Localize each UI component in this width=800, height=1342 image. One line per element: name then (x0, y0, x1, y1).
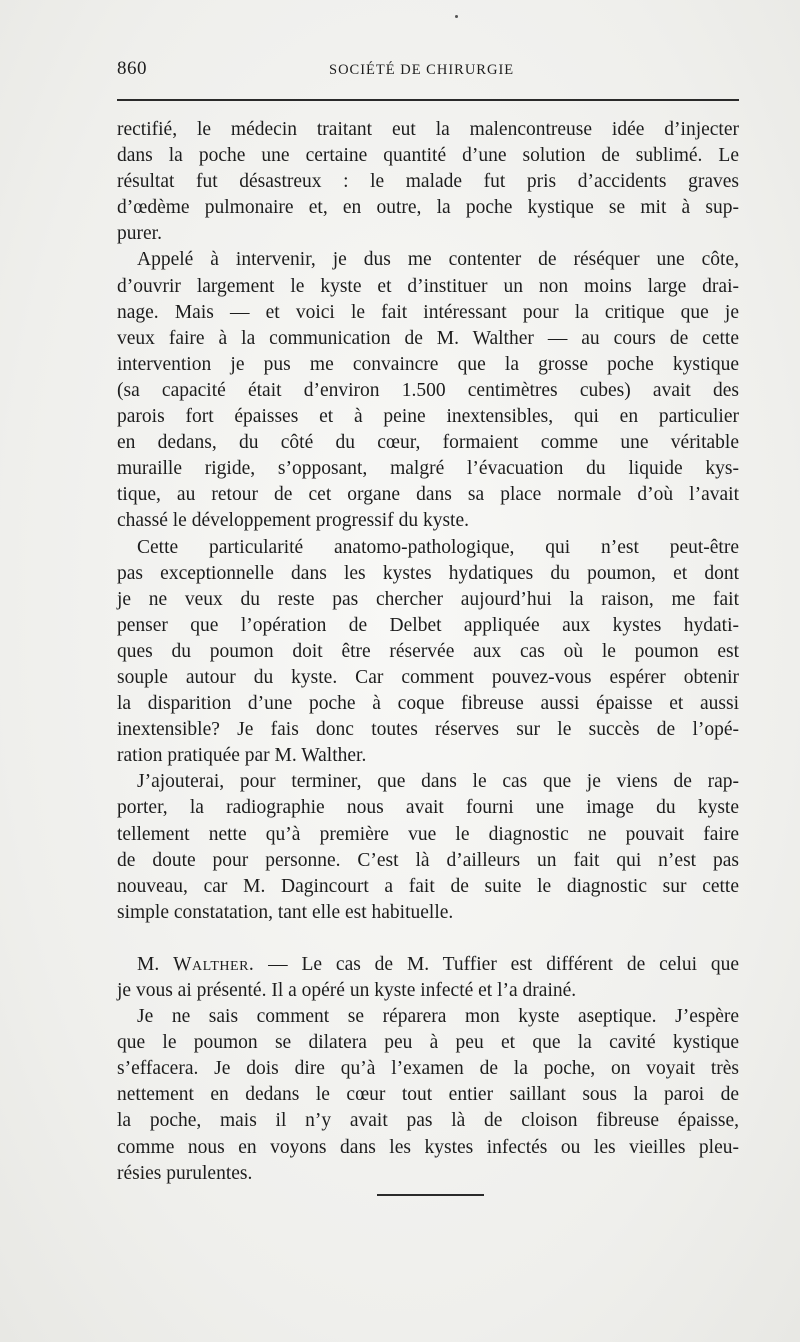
text-line: ration pratiquée par M. Walther. (117, 745, 367, 767)
text-line: la poche, mais il n’y avait pas là de cloison fibreuse épaisse, (117, 1110, 739, 1132)
text-line: je vous ai présenté. Il a opéré un kyste infecté et l’a drainé. (117, 980, 577, 1001)
text-line: résultat fut désastreux : le malade fut pris d’accidents graves (117, 171, 739, 193)
text-line: souple autour du kyste. Car comment pouvez-vous espérer obtenir (117, 666, 739, 688)
text-line: intervention je pus me convaincre que la grosse poche kystique (117, 353, 739, 375)
speaker-line (117, 952, 739, 978)
text-line: Cette particularité anatomo-pathologique, qui n’est peut-être (137, 536, 739, 558)
header-rule (117, 99, 739, 101)
paragraph-1 (117, 117, 739, 247)
text-line: la disparition d’une poche à coque fibreuse aussi épaisse et aussi (117, 693, 739, 715)
paragraph-3 (117, 535, 739, 770)
section-gap (117, 926, 739, 952)
paper-speck (455, 15, 458, 18)
text-line: porter, la radiographie nous avait fourni une image du kyste (117, 797, 739, 819)
text-line: nouveau, car M. Dagincourt a fait de suite le diagnostic sur cette (117, 875, 739, 897)
body-text (117, 117, 739, 1187)
text-line: que le poumon se dilatera peu à peu et que la cavité kystique (117, 1032, 739, 1054)
text-line: résies purulentes. (117, 1162, 253, 1184)
text-line: inextensible? Je fais donc toutes réserves sur le succès de l’opé- (117, 719, 739, 741)
text-line: Appelé à intervenir, je dus me contenter de réséquer une côte, (137, 249, 739, 271)
text-line: simple constatation, tant elle est habituelle. (117, 901, 454, 923)
text-line: (sa capacité était d’environ 1.500 centimètres cubes) avait des (117, 379, 739, 401)
speaker-line-rest: — Le cas de M. Tuffier est différent de celui que (254, 953, 739, 975)
text-line: s’effacera. Je dois dire qu’à l’examen de la poche, on voyait très (117, 1058, 739, 1080)
speaker-prefix: M. (137, 953, 174, 975)
text-line: rectifié, le médecin traitant eut la malencontreuse idée d’injecter (117, 119, 739, 140)
paragraph-6 (117, 1004, 739, 1187)
text-line: d’ouvrir largement le kyste et d’instituer un non moins large drai- (117, 275, 739, 297)
page-number: 860 (117, 58, 147, 79)
text-line: de doute pour personne. C’est là d’ailleurs un fait qui n’est pas (117, 849, 739, 871)
text-line: ques du poumon doit être réservée aux cas où le poumon est (117, 640, 739, 662)
text-line: Je ne sais comment se réparera mon kyste aseptique. J’espère (137, 1006, 739, 1028)
text-line: nettement en dedans le cœur tout entier saillant sous la paroi de (117, 1084, 739, 1106)
text-line: veux faire à la communication de M. Walther — au cours de cette (117, 327, 739, 349)
text-line: nage. Mais — et voici le fait intéressant pour la critique que je (117, 301, 739, 323)
text-line: comme nous en voyons dans les kystes infectés ou les vieilles pleu- (117, 1136, 739, 1158)
speaker-name: Walther. (173, 953, 255, 975)
text-line: purer. (117, 223, 162, 245)
text-line: pas exceptionnelle dans les kystes hydatiques du poumon, et dont (117, 562, 739, 584)
paragraph-2 (117, 247, 739, 534)
text-line: J’ajouterai, pour terminer, que dans le cas que je viens de rap- (137, 771, 739, 793)
page-header (117, 58, 739, 88)
paragraph-5 (117, 952, 739, 1004)
paragraph-4 (117, 769, 739, 926)
text-line: d’œdème pulmonaire et, en outre, la poche kystique se mit à sup- (117, 197, 739, 219)
text-line: en dedans, du côté du cœur, formaient comme une véritable (117, 432, 739, 454)
text-line: muraille rigide, s’opposant, malgré l’évacuation du liquide kys- (117, 458, 739, 480)
text-line: chassé le développement progressif du kyste. (117, 510, 469, 532)
text-line: tique, au retour de cet organe dans sa place normale d’où l’avait (117, 484, 739, 506)
end-rule (377, 1194, 484, 1196)
text-line: tellement nette qu’à première vue le diagnostic ne pouvait faire (117, 823, 739, 845)
text-line: penser que l’opération de Delbet appliquée aux kystes hydati- (117, 614, 739, 636)
running-title: SOCIÉTÉ DE CHIRURGIE (329, 62, 515, 78)
text-line: dans la poche une certaine quantité d’une solution de sublimé. Le (117, 145, 739, 167)
text-line: je ne veux du reste pas chercher aujourd’hui la raison, me fait (117, 588, 739, 610)
text-line: parois fort épaisses et à peine inextensibles, qui en particulier (117, 406, 739, 428)
